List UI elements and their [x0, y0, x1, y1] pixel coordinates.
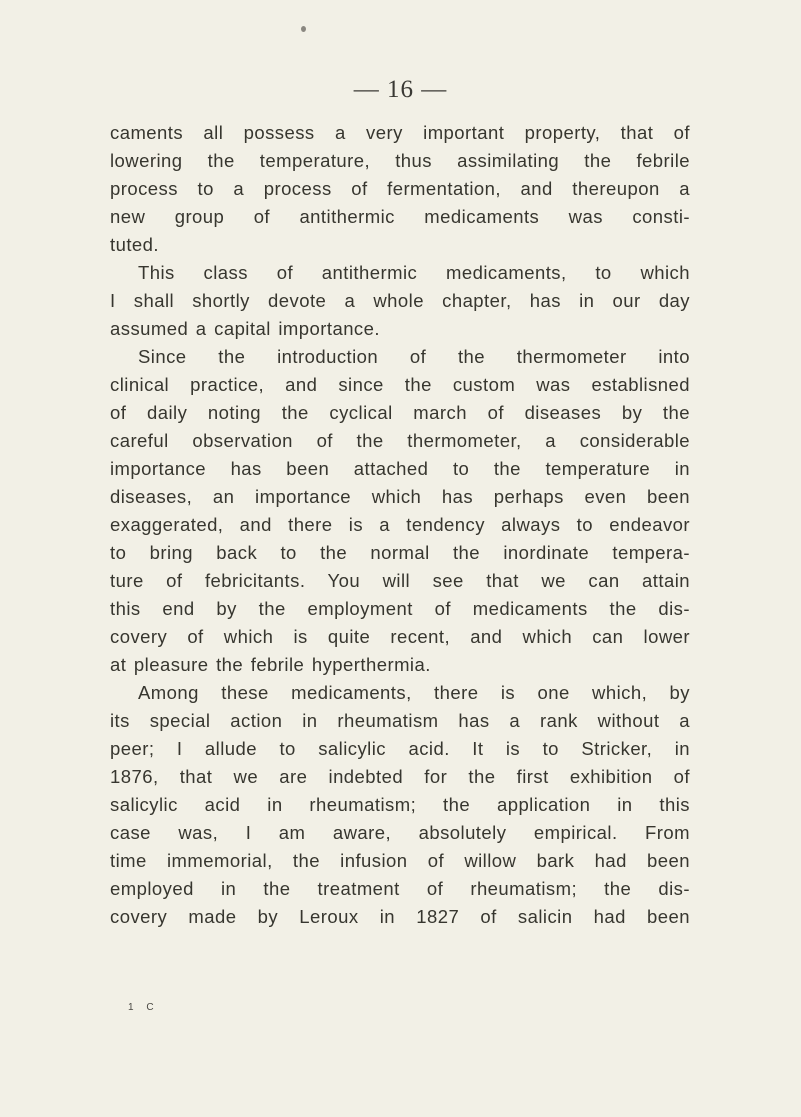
- text-line: time immemorial, the infusion of willow bark had been: [110, 850, 690, 871]
- text-line: covery made by Leroux in 1827 of salicin had been: [110, 906, 690, 927]
- text-line: diseases, an importance which has perhaps even been: [110, 486, 690, 507]
- text-line: salicylic acid in rheumatism; the application in this: [110, 794, 690, 815]
- text-line: this end by the employment of medicaments the dis-: [110, 598, 690, 619]
- text-line: assumed a capital importance.: [110, 318, 380, 339]
- text-line: careful observation of the thermometer, a considerable: [110, 430, 690, 451]
- text-line: of daily noting the cyclical march of diseases by the: [110, 402, 690, 423]
- text-line: tuted.: [110, 234, 159, 255]
- text-line: exaggerated, and there is a tendency always to endeavor: [110, 514, 690, 535]
- text-line: at pleasure the febrile hyperthermia.: [110, 654, 431, 675]
- text-line: process to a process of fermentation, and thereupon a: [110, 178, 690, 199]
- text-line: to bring back to the normal the inordinate tempera-: [110, 542, 690, 563]
- text-line: new group of antithermic medicaments was consti-: [110, 206, 690, 227]
- text-line: employed in the treatment of rheumatism; the dis-: [110, 878, 690, 899]
- text-line: Since the introduction of the thermometer into: [138, 346, 690, 367]
- signature-mark: 1 C: [128, 1002, 159, 1013]
- text-line: ture of febricitants. You will see that we can attain: [110, 570, 690, 591]
- page-number: — 16 —: [353, 76, 448, 103]
- text-line: peer; I allude to salicylic acid. It is to Stricker, in: [110, 738, 690, 759]
- text-line: its special action in rheumatism has a rank without a: [110, 710, 690, 731]
- text-line: This class of antithermic medicaments, to which: [138, 262, 690, 283]
- ink-speck: [301, 26, 306, 32]
- text-line: lowering the temperature, thus assimilating the febrile: [110, 150, 690, 171]
- text-line: clinical practice, and since the custom was establisned: [110, 374, 690, 395]
- text-line: I shall shortly devote a whole chapter, has in our day: [110, 290, 690, 311]
- text-line: caments all possess a very important property, that of: [110, 122, 690, 143]
- text-line: Among these medicaments, there is one which, by: [138, 682, 690, 703]
- body-text: [110, 119, 690, 931]
- text-line: 1876, that we are indebted for the first exhibition of: [110, 766, 690, 787]
- text-line: case was, I am aware, absolutely empirical. From: [110, 822, 690, 843]
- text-line: covery of which is quite recent, and which can lower: [110, 626, 690, 647]
- text-line: importance has been attached to the temperature in: [110, 458, 690, 479]
